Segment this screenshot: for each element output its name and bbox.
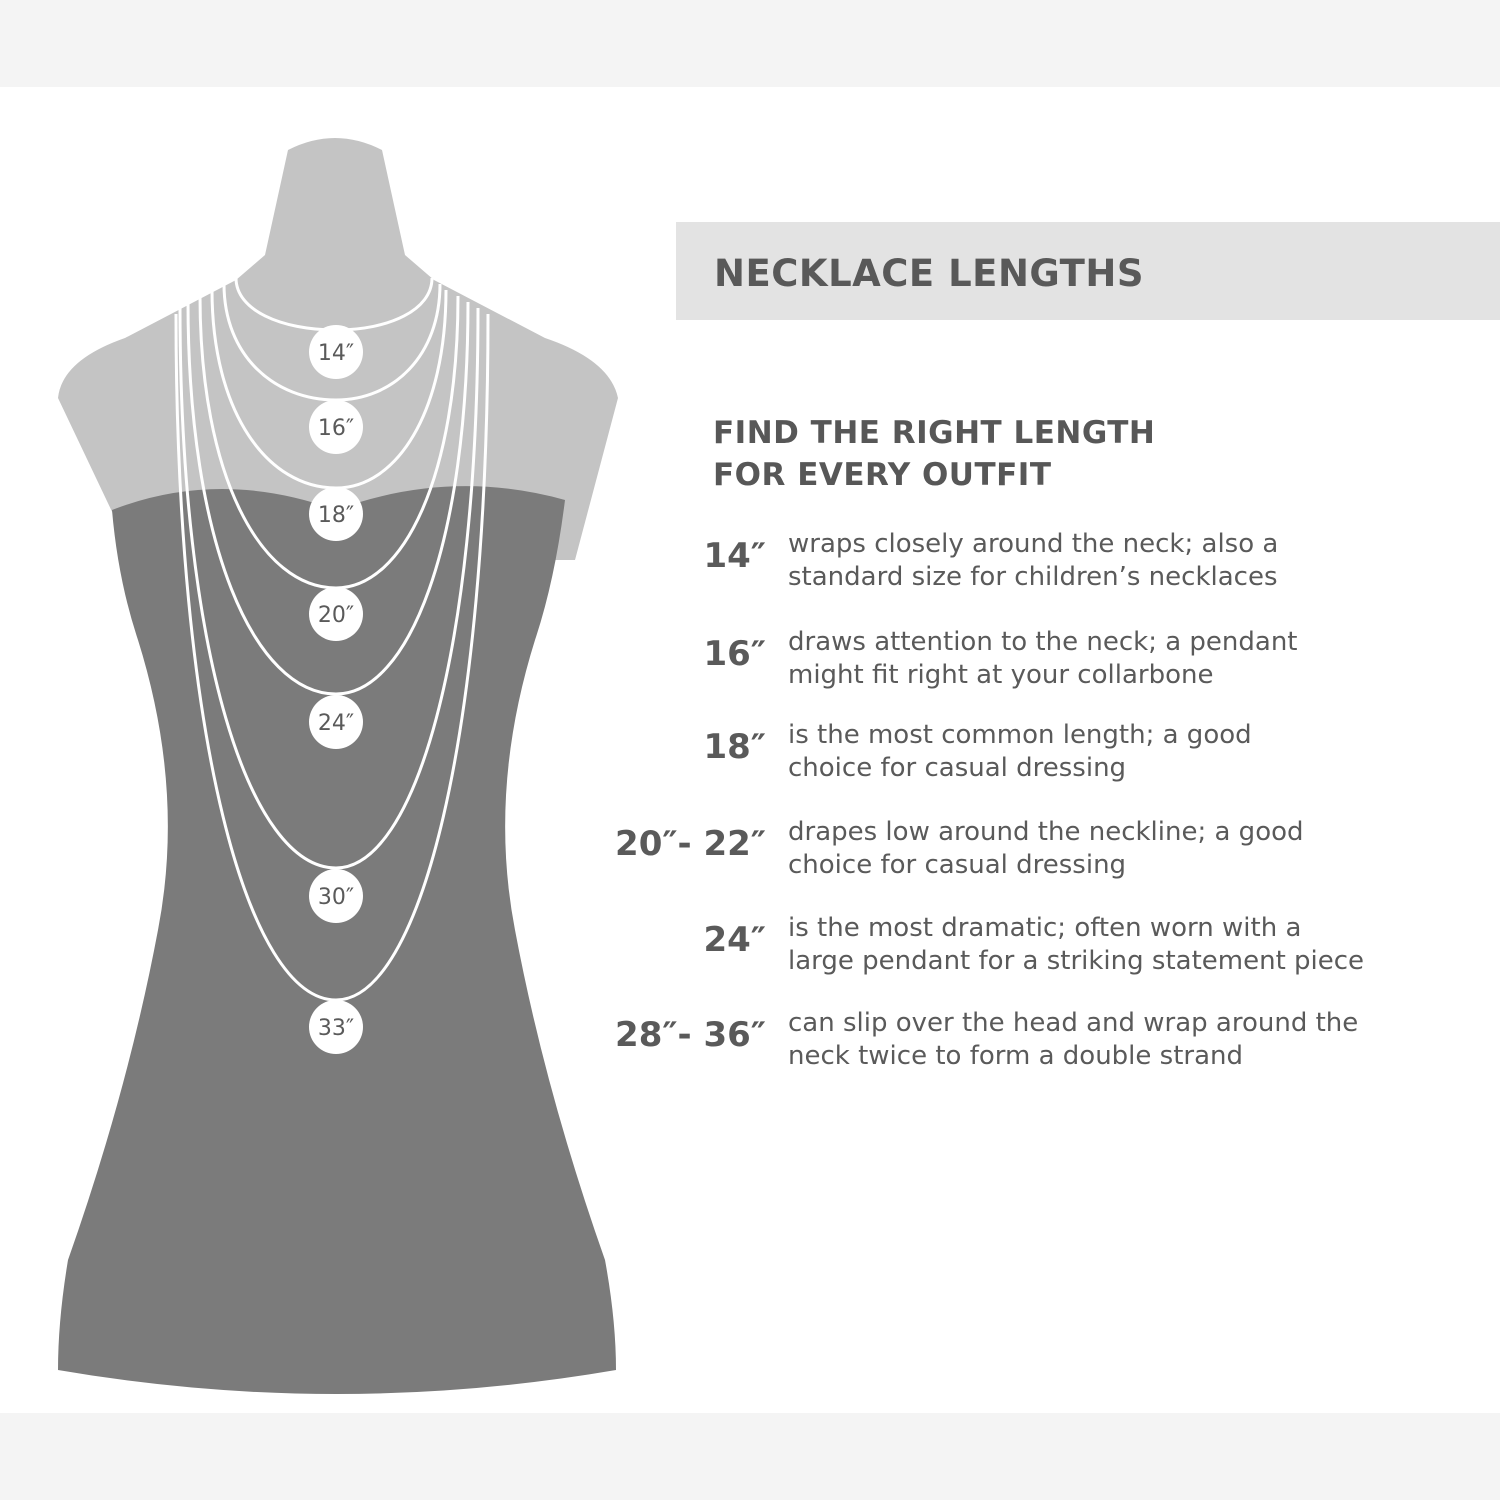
length-badge [309,695,363,749]
badge-label: 33″ [317,1016,355,1041]
title-bar [676,222,1500,320]
length-entry [600,719,1480,799]
length-badge [309,1000,363,1054]
badge-label: 20″ [317,603,355,628]
page-title: NECKLACE LENGTHS [714,252,1144,295]
subtitle-line-1: FIND THE RIGHT LENGTH [713,415,1156,451]
length-badge [309,869,363,923]
badge-label: 18″ [317,503,355,528]
description-line: drapes low around the neckline; a good [788,817,1304,847]
description-line: wraps closely around the neck; also a [788,529,1279,559]
description-line: can slip over the head and wrap around the [788,1008,1359,1038]
entry-length: 24″ [703,920,766,960]
description-line: standard size for children’s necklaces [788,562,1278,592]
length-badge [309,587,363,641]
entry-length: 14″ [703,536,766,576]
description-line: draws attention to the neck; a pendant [788,627,1298,657]
entry-description [788,626,1298,692]
badge-label: 30″ [317,885,355,910]
length-entry [600,816,1480,896]
length-badge [309,487,363,541]
entry-length: 20″- 22″ [615,824,766,864]
entry-description [788,912,1364,978]
description-line: choice for casual dressing [788,850,1127,880]
length-entry [600,912,1480,992]
subtitle-line-2: FOR EVERY OUTFIT [713,457,1052,493]
entry-description [788,816,1304,882]
mannequin-diagram [0,0,680,1500]
description-line: choice for casual dressing [788,753,1127,783]
entry-length: 16″ [703,634,766,674]
entry-length: 28″- 36″ [615,1015,766,1055]
description-line: is the most dramatic; often worn with a [788,913,1302,943]
length-entry [600,1007,1480,1087]
description-line: is the most common length; a good [788,720,1252,750]
entry-description [788,1007,1358,1073]
length-badge [309,325,363,379]
length-entry [600,626,1480,706]
badge-label: 24″ [317,711,355,736]
entry-description [788,528,1278,594]
description-line: large pendant for a striking statement piece [788,946,1365,976]
entry-description [788,719,1252,785]
entry-length: 18″ [703,727,766,767]
description-line: neck twice to form a double strand [788,1041,1243,1071]
badge-label: 16″ [317,416,355,441]
length-entry [600,528,1480,608]
description-line: might fit right at your collarbone [788,660,1214,690]
length-badge [309,400,363,454]
badge-label: 14″ [317,341,355,366]
